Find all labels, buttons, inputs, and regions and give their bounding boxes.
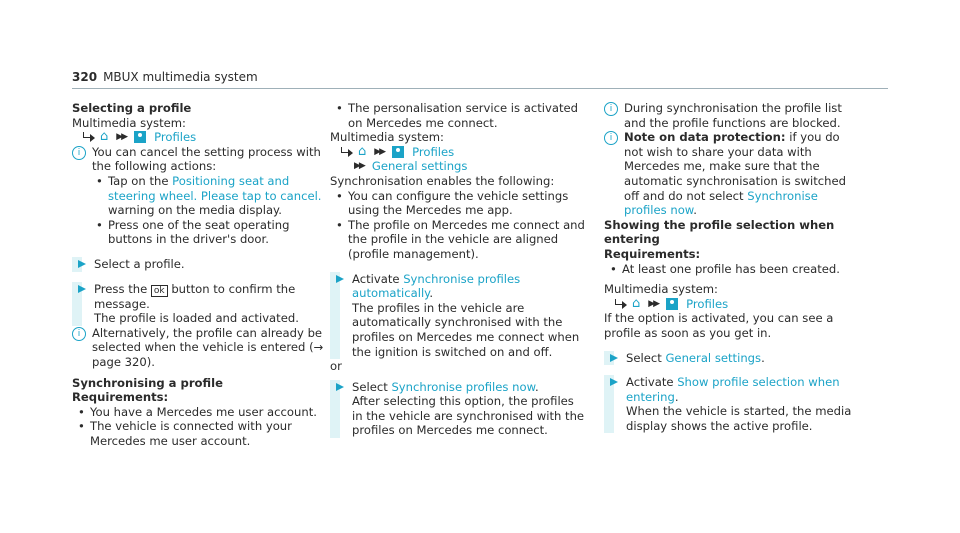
- profile-icon: [666, 298, 678, 310]
- step-result: When the vehicle is started, the media display shows the active profile.: [626, 404, 852, 433]
- turn-arrow-icon: [340, 147, 354, 157]
- step-arrow-icon: [610, 378, 618, 386]
- step-text: Activate Show profile selection when entering.: [626, 375, 840, 404]
- nav-general-settings-link[interactable]: General settings: [371, 159, 468, 174]
- chevron-double-icon: ▶▶: [116, 132, 127, 143]
- chevron-double-icon: ▶▶: [374, 146, 385, 157]
- step: [72, 282, 330, 326]
- step: [330, 272, 588, 360]
- list-item: • The vehicle is connected with your Mercedes me user account.: [72, 419, 330, 448]
- bullet-list: [330, 189, 588, 262]
- note: [604, 130, 862, 218]
- requirements-list: [330, 101, 588, 130]
- chapter-title: MBUX multimedia system: [103, 70, 258, 84]
- nav-profiles-link[interactable]: Profiles: [412, 144, 455, 159]
- note-text: Alternatively, the profile can already be selected when the vehicle is entered (→ page 320).: [92, 325, 324, 369]
- list-item: • At least one profile has been created.: [604, 262, 862, 277]
- list-item: • The profile on Mercedes me connect and the profile in the vehicle are aligned (profile management).: [330, 218, 588, 262]
- note: [604, 101, 862, 130]
- note-text: You can cancel the setting process with the following actions:: [92, 144, 321, 174]
- requirements-list: [604, 262, 862, 277]
- profile-icon: [392, 146, 404, 158]
- chevron-double-icon: ▶▶: [648, 298, 659, 309]
- multimedia-label: Multimedia system:: [604, 282, 718, 297]
- link-sync-auto[interactable]: Synchronise profiles automatically: [352, 271, 521, 301]
- step-arrow-icon: [78, 260, 86, 268]
- list-item: • The personalisation service is activated on Mercedes me connect.: [330, 101, 588, 130]
- link-positioning-seat[interactable]: Positioning seat and steering wheel. Please tap to cancel.: [108, 173, 322, 203]
- list-item: • You can configure the vehicle settings using the Mercedes me app.: [330, 189, 588, 218]
- step: [604, 375, 862, 433]
- requirements-label: Requirements:: [72, 390, 169, 405]
- list-item: • Tap on the Positioning seat and steering wheel. Please tap to cancel. warning on the media display.: [90, 174, 330, 218]
- step: [330, 380, 588, 438]
- multimedia-label: Multimedia system:: [72, 115, 186, 130]
- home-icon: ⌂: [100, 129, 109, 145]
- chevron-double-icon: ▶▶: [354, 161, 364, 172]
- profile-icon: [134, 131, 146, 143]
- nav-path: [604, 297, 862, 312]
- link-show-profile-selection[interactable]: Show profile selection when entering: [626, 375, 840, 404]
- link-sync-now[interactable]: Synchronise profiles now: [391, 379, 535, 394]
- bullet-list: [72, 174, 330, 247]
- step-text: Select Synchronise profiles now.: [352, 379, 539, 394]
- or-label: or: [330, 359, 342, 374]
- page-header: [72, 70, 258, 85]
- column-2: [330, 101, 588, 438]
- ok-button-icon: ok: [151, 285, 168, 297]
- note: [72, 145, 330, 174]
- step: [72, 257, 330, 272]
- step-result: The profile is loaded and activated.: [94, 311, 299, 326]
- step-result: After selecting this option, the profiles in the vehicle are synchronised with the profiles on Mercedes me connect.: [352, 394, 585, 438]
- link-sync-now[interactable]: Synchronise profiles now: [624, 188, 818, 218]
- column-1: [72, 101, 330, 448]
- step: [604, 351, 862, 366]
- step-text: Select General settings.: [626, 350, 765, 365]
- link-general-settings[interactable]: General settings: [665, 350, 762, 365]
- turn-arrow-icon: [82, 132, 96, 142]
- note-text: During synchronisation the profile list and the profile functions are blocked.: [624, 101, 842, 130]
- info-icon: i: [72, 146, 86, 160]
- nav-profiles-link[interactable]: Profiles: [154, 130, 197, 145]
- note-text: Note on data protection: if you do not wish to share your data with Mercedes me, make sure that the automatic synchronisation is switched off and do not select Synchronise profiles now.: [624, 130, 846, 218]
- info-icon: i: [604, 131, 618, 145]
- step-text: Press the ok button to confirm the message.: [94, 281, 296, 311]
- requirements-list: [72, 405, 330, 449]
- sync-intro: Synchronisation enables the following:: [330, 173, 555, 188]
- turn-arrow-icon: [614, 299, 628, 309]
- step-result: The profiles in the vehicle are automatically synchronised with the profiles on Mercedes me connect when the ignition is switched on and off.: [352, 300, 580, 359]
- home-icon: ⌂: [632, 295, 641, 311]
- nav-path: [72, 130, 330, 145]
- multimedia-label: Multimedia system:: [330, 130, 444, 145]
- column-3: [604, 101, 862, 433]
- note: [72, 326, 330, 370]
- step-arrow-icon: [336, 275, 344, 283]
- step-arrow-icon: [336, 383, 344, 391]
- nav-profiles-link[interactable]: Profiles: [686, 296, 729, 311]
- step-arrow-icon: [78, 285, 86, 293]
- nav-path-sub: [330, 159, 588, 174]
- info-icon: i: [604, 102, 618, 116]
- requirements-label: Requirements:: [604, 246, 701, 261]
- step-text: Select a profile.: [94, 256, 185, 271]
- heading-synchronising-profile: Synchronising a profile: [72, 375, 223, 390]
- home-icon: ⌂: [358, 143, 367, 159]
- step-text: Activate Synchronise profiles automatically.: [352, 271, 521, 301]
- heading-selecting-profile: Selecting a profile: [72, 101, 192, 115]
- info-text: If the option is activated, you can see a profile as soon as you get in.: [604, 311, 834, 340]
- list-item: • You have a Mercedes me user account.: [72, 405, 330, 420]
- header-divider: [72, 88, 888, 89]
- heading-show-profile-selection: Showing the profile selection when entering: [604, 217, 835, 247]
- step-arrow-icon: [610, 354, 618, 362]
- list-item: • Press one of the seat operating buttons in the driver's door.: [90, 218, 330, 247]
- info-icon: i: [72, 327, 86, 341]
- nav-path: [330, 145, 588, 160]
- page-number: 320: [72, 70, 98, 84]
